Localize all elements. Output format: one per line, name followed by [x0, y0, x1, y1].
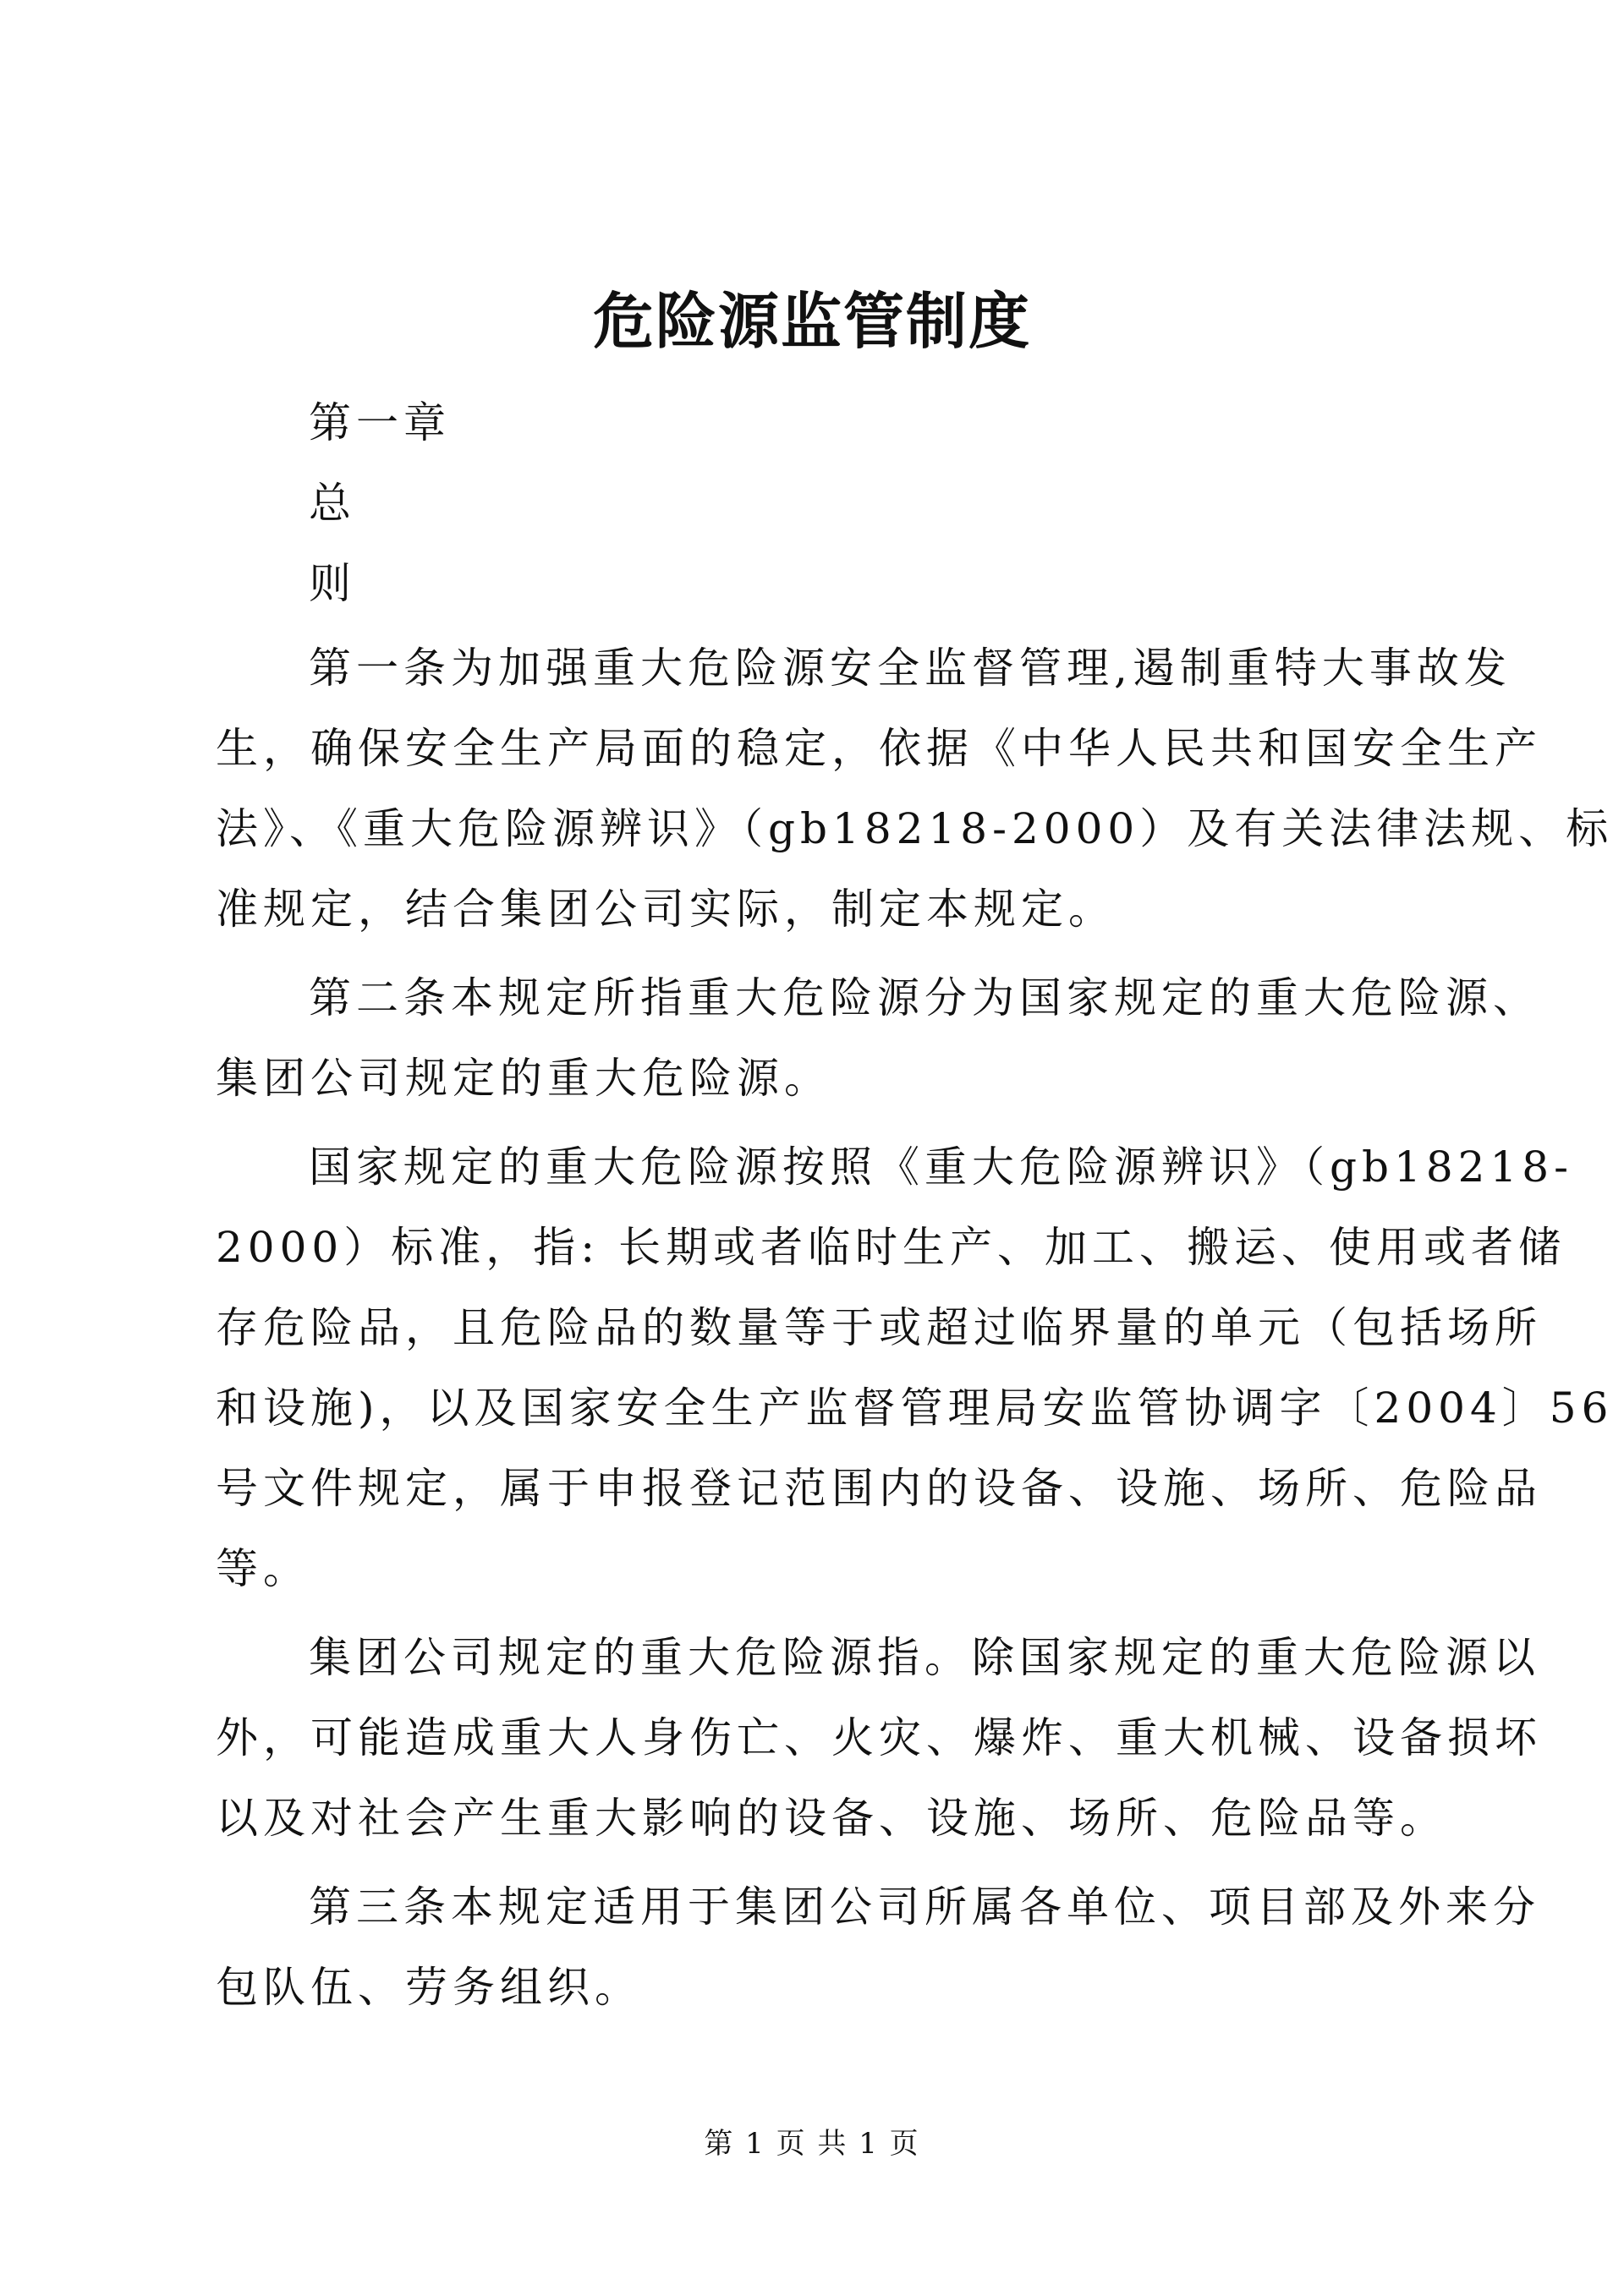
paragraph-line: 等。: [216, 1544, 310, 1593]
paragraph-line: 存危险品，且危险品的数量等于或超过临界量的单元（包括场所: [216, 1303, 1542, 1352]
paragraph-line: 外，可能造成重大人身伤亡、火灾、爆炸、重大机械、设备损坏: [216, 1713, 1542, 1762]
paragraph-line: 集团公司规定的重大危险源。: [216, 1054, 831, 1103]
paragraph-line: 准规定，结合集团公司实际，制定本规定。: [216, 885, 1116, 934]
paragraph-line: 国家规定的重大危险源按照《重大危险源辨识》（gb18218-: [309, 1143, 1573, 1192]
paragraph-line: 集团公司规定的重大危险源指。除国家规定的重大危险源以: [309, 1633, 1540, 1682]
paragraph-line: 生，确保安全生产局面的稳定，依据《中华人民共和国安全生产: [216, 724, 1542, 773]
paragraph-line: 和设施)，以及国家安全生产监督管理局安监管协调字〔2004〕56: [216, 1384, 1614, 1433]
paragraph-line: 号文件规定，属于申报登记范围内的设备、设施、场所、危险品: [216, 1464, 1542, 1513]
paragraph-line: 法》、《重大危险源辨识》（gb18218-2000）及有关法律法规、标: [216, 804, 1614, 853]
chapter-name-part2: 则: [309, 559, 356, 608]
paragraph-line: 以及对社会产生重大影响的设备、设施、场所、危险品等。: [216, 1794, 1447, 1843]
page-footer: 第 1 页 共 1 页: [704, 2127, 920, 2161]
chapter-number: 第一章: [309, 398, 451, 447]
document-title: 危险源监管制度: [592, 285, 1031, 357]
paragraph-line: 2000）标准，指: 长期或者临时生产、加工、搬运、使用或者储: [216, 1223, 1566, 1272]
paragraph-line: 第一条为加强重大危险源安全监督管理,遏制重特大事故发: [309, 644, 1512, 693]
paragraph-line: 第二条本规定所指重大危险源分为国家规定的重大危险源、: [309, 973, 1540, 1022]
paragraph-line: 第三条本规定适用于集团公司所属各单位、项目部及外来分: [309, 1882, 1540, 1932]
paragraph-line: 包队伍、劳务组织。: [216, 1963, 642, 2012]
chapter-name-part1: 总: [309, 479, 356, 528]
